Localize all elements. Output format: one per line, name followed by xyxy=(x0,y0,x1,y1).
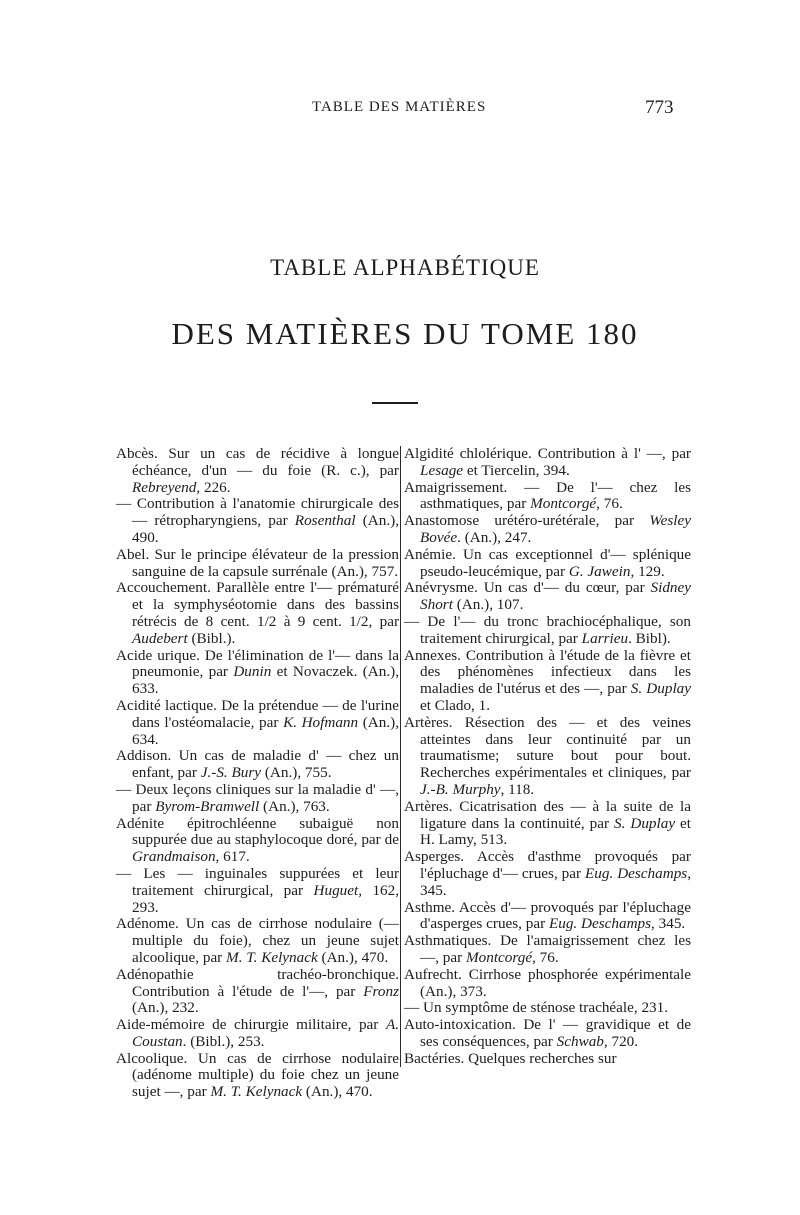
entry-reference: , 76. xyxy=(596,495,623,513)
entry-author: Grandmaison xyxy=(132,848,216,866)
entry-text: de chirurgie militaire, par xyxy=(212,1016,379,1034)
entry-heading: Acide urique. xyxy=(116,646,200,664)
index-entry xyxy=(404,933,691,967)
page-number: 773 xyxy=(645,97,674,118)
index-entry xyxy=(404,580,691,614)
entry-text: Quelques recherches sur xyxy=(468,1049,617,1067)
entry-heading: Abel. xyxy=(116,545,150,563)
entry-reference: (An.), 470. xyxy=(302,1083,373,1101)
index-entry xyxy=(116,580,399,647)
entry-heading: Anastomose xyxy=(404,512,480,530)
entry-author: M. T. Kelynack xyxy=(210,1083,303,1101)
entry-heading: — xyxy=(116,864,132,882)
entry-author: S. Duplay xyxy=(630,680,692,698)
index-entry xyxy=(116,748,399,782)
entry-heading: Artères. xyxy=(404,797,453,815)
entry-heading: Asthme. xyxy=(404,898,456,916)
entry-heading: Bactéries. xyxy=(404,1049,465,1067)
entry-author: Wesley Bovée xyxy=(420,512,691,546)
entry-author: J.-B. Murphy xyxy=(420,780,501,798)
entry-text: Sur le principe élévateur de la pression sanguine de la capsule surrénale (An.), 757. xyxy=(132,545,399,580)
entry-reference: (An.), 634. xyxy=(132,713,399,748)
entry-heading: Auto-intoxication. xyxy=(404,1016,516,1034)
entry-reference: , 76. xyxy=(532,948,559,966)
index-entry xyxy=(116,547,399,581)
entry-text: — De l'— chez les asthmatiques, par xyxy=(420,478,692,513)
entry-reference: (An.), 755. xyxy=(261,764,332,782)
entry-reference: , 617. xyxy=(215,848,250,866)
entry-author: Byrom-Bramwell xyxy=(155,797,260,815)
entry-heading: — xyxy=(116,495,132,513)
index-entry xyxy=(404,648,691,715)
entry-author: S. Duplay xyxy=(614,814,676,832)
index-entry xyxy=(404,1017,691,1051)
entry-text: De l'élimination de l'— dans la pneumonie, par xyxy=(132,646,400,681)
entry-heading: Artères. xyxy=(404,713,453,731)
index-entry xyxy=(116,496,399,546)
entry-heading: Annexes. xyxy=(404,646,461,664)
entry-heading: — xyxy=(404,999,420,1017)
index-entry xyxy=(404,967,691,1001)
index-entry xyxy=(116,1017,399,1051)
index-entry xyxy=(404,715,691,799)
entry-author: Dunin xyxy=(233,663,272,681)
entry-text: Un cas de cirrhose nodulaire (— multiple du foie), chez un jeune sujet alcoolique, par xyxy=(132,915,399,966)
entry-reference: . (An.), 247. xyxy=(457,528,532,546)
entry-author: K. Hofmann xyxy=(283,713,359,731)
entry-author: Lesage xyxy=(420,461,464,479)
entry-text: De l'amaigrissement chez les —, par xyxy=(420,932,691,966)
entry-text: Un cas d'— du cœur, par xyxy=(483,579,645,597)
entry-text: Un cas exceptionnel d'— splénique pseudo-leucémique, par xyxy=(420,545,691,580)
entry-reference: , 129. xyxy=(630,562,665,580)
entry-text: Un symptôme de sténose trachéale, 231. xyxy=(422,999,669,1017)
title-line-1: TABLE ALPHABÉTIQUE xyxy=(270,255,540,280)
entry-heading: Aide-mémoire xyxy=(116,1016,205,1034)
entry-heading: Acidité lactique. xyxy=(116,696,217,714)
index-entry xyxy=(116,866,399,916)
entry-reference: , 720. xyxy=(603,1032,639,1050)
index-entry xyxy=(404,849,691,899)
index-entry xyxy=(404,547,691,581)
entry-author: J.-S. Bury xyxy=(200,764,262,782)
entry-reference: (An.), 107. xyxy=(452,596,524,614)
entry-reference: , 118. xyxy=(500,780,535,798)
entry-heading: Anémie. xyxy=(404,545,456,563)
entry-author: Eug. Deschamps xyxy=(548,915,652,933)
index-entry xyxy=(404,480,691,514)
entry-heading: Aufrecht. xyxy=(404,965,462,983)
entry-reference: (Bibl.). xyxy=(187,629,236,647)
entry-reference: et Clado, 1. xyxy=(420,696,491,714)
entry-reference: (An.), 763. xyxy=(259,797,330,815)
index-entry xyxy=(404,614,691,648)
entry-reference: et Tiercelin, 394. xyxy=(463,461,570,479)
entry-text: Résection des — et des veines atteintes dans leur continuité par un traumatisme; suture bout pour bout. Recherches expérimentales et cliniques, par xyxy=(420,713,692,782)
entry-author: Schwab xyxy=(556,1032,604,1050)
entry-text: Un cas de cirrhose nodulaire (adénome multiple) du foie chez un jeune sujet —, par xyxy=(132,1049,400,1101)
entry-text: Parallèle entre l'— prématuré et la symphyséotomie dans des bassins rétrécis de 8 cent. 1/2 à 9 cent. 1/2, par xyxy=(132,579,399,630)
index-entry xyxy=(116,698,399,748)
entry-heading: Algidité xyxy=(404,445,454,462)
entry-author: Montcorgé xyxy=(465,948,533,966)
entry-text: De l' — gravidique et de ses conséquences, par xyxy=(420,1016,691,1050)
entry-heading: Adénopathie xyxy=(116,965,194,983)
entry-heading: Adénome. xyxy=(116,915,179,933)
index-entry xyxy=(116,816,399,866)
title-line-2: DES MATIÈRES DU TOME 180 xyxy=(171,316,639,351)
entry-text: Les — inguinales suppurées et leur traitement chirurgical, par xyxy=(132,864,400,899)
index-entry xyxy=(116,782,399,816)
entry-heading: Adénite xyxy=(116,814,165,832)
entry-heading: Amaigrissement. xyxy=(404,478,508,496)
entry-reference: et Novaczek. (An.), 633. xyxy=(132,663,399,698)
entry-heading: Alcoolique. xyxy=(116,1049,188,1067)
entry-reference: (An.), 470. xyxy=(317,948,389,966)
entry-text: Deux leçons cliniques sur la maladie d' —, par xyxy=(132,780,399,815)
entry-reference: , 162, 293. xyxy=(132,881,400,916)
entry-text: Cicatrisation des — à la suite de la ligature dans la continuité, par xyxy=(420,797,691,832)
entry-author: A. Coustan xyxy=(132,1016,400,1050)
entry-heading: Asperges. xyxy=(404,848,465,866)
entry-text: Contribution à l'étude de la fièvre et des phénomènes infectieux dans les maladies de l'utérus et des —, par xyxy=(420,646,692,698)
entry-reference: , 226. xyxy=(196,478,231,496)
index-entry xyxy=(116,967,399,1017)
entry-text: Accès d'— provoqués par l'épluchage d'asperges crues, par xyxy=(420,898,691,933)
entry-heading: Accouchement. xyxy=(116,579,211,597)
entry-text: Un cas de maladie d' — chez un enfant, par xyxy=(132,747,399,782)
entry-author: Audebert xyxy=(132,629,188,647)
entry-reference: et H. Lamy, 513. xyxy=(420,814,692,849)
entry-author: G. Jawein xyxy=(568,562,631,580)
entry-heading: Abcès. xyxy=(116,445,158,462)
entry-text: urétéro-urétérale, par xyxy=(494,512,635,530)
title-divider xyxy=(372,402,418,404)
left-column xyxy=(116,446,399,1101)
entry-heading: Addison. xyxy=(116,747,172,765)
entry-reference: (An.), 490. xyxy=(132,512,399,546)
entry-reference: , 345. xyxy=(420,864,692,899)
running-title: TABLE DES MATIÈRES xyxy=(312,99,487,115)
entry-heading: Asthmatiques. xyxy=(404,932,492,950)
index-entry xyxy=(116,648,399,698)
index-entry xyxy=(404,513,691,547)
entry-text: Cirrhose phosphorée expérimentale (An.), 373. xyxy=(420,965,691,1000)
index-entry xyxy=(404,799,691,849)
entry-author: M. T. Kelynack xyxy=(226,948,318,966)
entry-author: Rebreyend xyxy=(132,478,197,496)
entry-text: De la prétendue — de l'urine dans l'ostéomalacie, par xyxy=(132,696,399,731)
entry-heading: — xyxy=(116,780,132,798)
entry-author: Sidney Short xyxy=(420,579,691,614)
entry-reference: (An.), 232. xyxy=(132,999,199,1017)
entry-heading: — xyxy=(404,612,420,630)
index-entry xyxy=(404,1051,691,1068)
entry-text: De l'— du tronc brachiocéphalique, son traitement chirurgical, par xyxy=(420,612,691,647)
entry-author: Eug. Deschamps xyxy=(585,864,688,882)
entry-reference: , 345. xyxy=(651,915,686,933)
index-entry xyxy=(404,1000,691,1017)
entry-heading: Anévrysme. xyxy=(404,579,478,597)
entry-text: trachéo-bronchique. Contribution à l'étude de l'—, par xyxy=(132,965,399,1000)
index-entry xyxy=(404,446,691,480)
entry-reference: . Bibl). xyxy=(628,629,671,647)
entry-author: Montcorgé xyxy=(530,495,597,513)
entry-text: Sur un cas de récidive à longue échéance, d'un — du foie (R. c.), par xyxy=(132,445,400,479)
entry-author: Rosenthal xyxy=(294,512,356,530)
entry-text: épitrochléenne subaiguë non suppurée due au staphylocoque doré, par de xyxy=(132,814,399,849)
entry-author: Larrieu xyxy=(581,629,629,647)
index-entry xyxy=(116,1051,399,1101)
index-entry xyxy=(116,446,399,496)
entry-text: chlolérique. Contribution à l' —, par xyxy=(459,445,691,462)
entry-text: Contribution à l'anatomie chirurgicale des — rétropharyngiens, par xyxy=(132,495,399,530)
index-entry xyxy=(404,900,691,934)
entry-author: Huguet xyxy=(313,881,359,899)
entry-text: Accès d'asthme provoqués par l'épluchage d'— crues, par xyxy=(420,848,691,882)
index-entry xyxy=(116,916,399,966)
entry-reference: . (Bibl.), 253. xyxy=(182,1032,265,1050)
entry-author: Fronz xyxy=(363,982,400,1000)
right-column xyxy=(400,446,691,1067)
